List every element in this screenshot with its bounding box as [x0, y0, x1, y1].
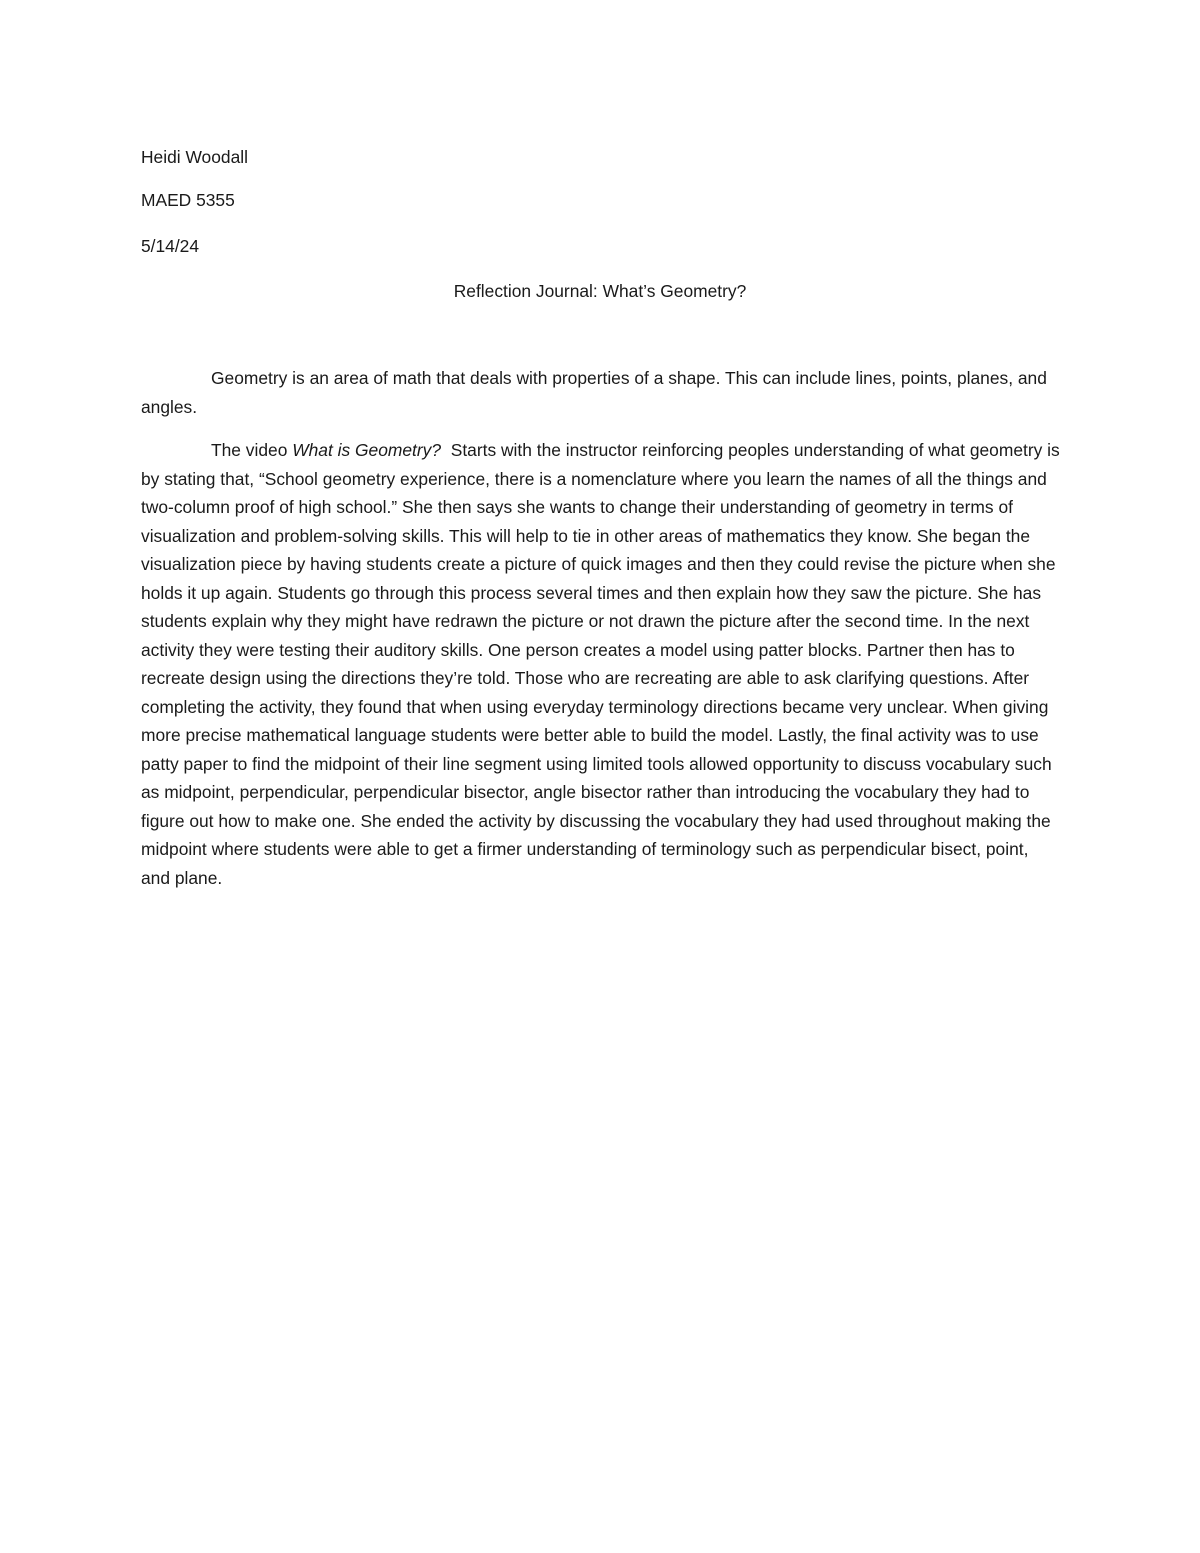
- document-title: Reflection Journal: What’s Geometry?: [453, 281, 747, 301]
- author-name: Heidi Woodall: [141, 147, 248, 167]
- video-title: What is Geometry?: [292, 440, 442, 460]
- paragraph-2-lead: The video: [211, 440, 293, 460]
- course-code: MAED 5355: [141, 190, 235, 210]
- date: 5/14/24: [141, 236, 200, 256]
- paragraph-2-rest: Starts with the instructor reinforcing peoples understanding of what geometry is by stating that, “School geometry experience, there is a nomenclature where you learn the names of all the things and two-column proof of high school.” She then says she wants to change their understanding of geometry in terms of visualization and problem-solving skills. This will help to tie in other areas of mathematics they know. She began the visualization piece by having students create a picture of quick images and then they could revise the picture when she holds it up again. Students go through this process several times and then explain how they saw the picture. She has students explain why they might have redrawn the picture or not drawn the picture after the second time. In the next activity they were testing their auditory skills. One person creates a model using patter blocks. Partner then has to recreate design using the directions they’re told. Those who are recreating are able to ask clarifying questions. After completing the activity, they found that when using everyday terminology directions became very unclear. When giving more precise mathematical language students were better able to build the model. Lastly, the final activity was to use patty paper to find the midpoint of their line segment using limited tools allowed opportunity to discuss vocabulary such as midpoint, perpendicular, perpendicular bisector, angle bisector rather than introducing the vocabulary they had to figure out how to make one. She ended the activity by discussing the vocabulary they had used throughout making the midpoint where students were able to get a firmer understanding of terminology such as perpendicular bisect, point, and plane.: [141, 440, 1065, 888]
- paragraph-1-text: Geometry is an area of math that deals with properties of a shape. This can include lines, points, planes, and angles.: [141, 368, 1047, 417]
- paragraph-2-text: [141, 436, 1065, 892]
- paragraph-2: [141, 436, 1065, 892]
- paragraph-1: [141, 364, 1061, 421]
